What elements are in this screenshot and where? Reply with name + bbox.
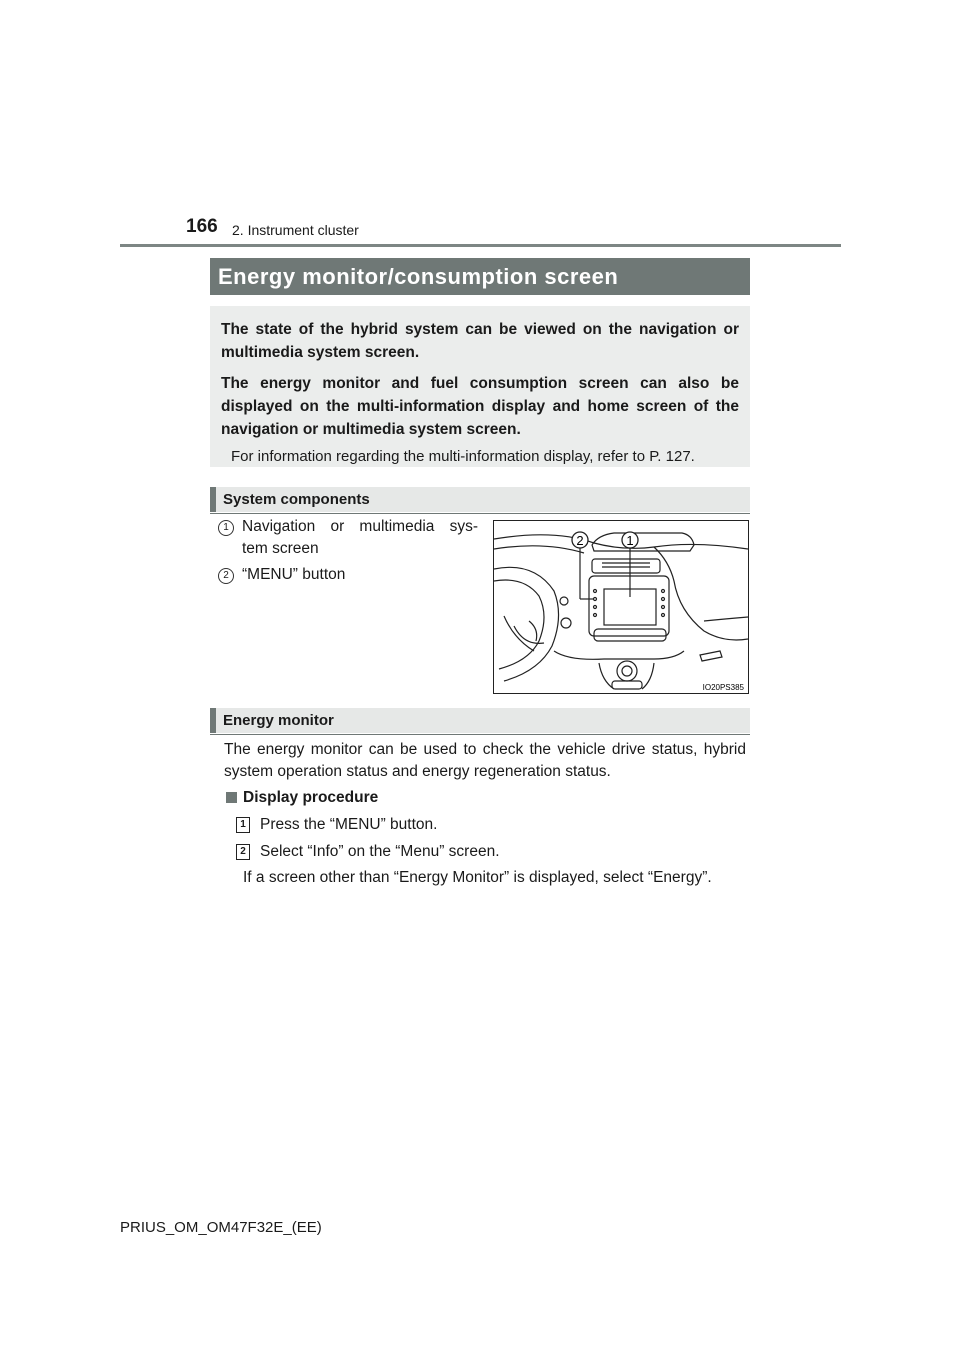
step-text-1: Press the “MENU” button. [260, 816, 438, 833]
page-number: 166 [186, 216, 218, 237]
component-label-1a: Navigation or multimedia sys- [242, 518, 478, 535]
dashboard-drawing [494, 521, 748, 693]
procedure-title: Display procedure [243, 789, 379, 806]
component-number-2: 2 [218, 568, 234, 584]
callout-1: 1 [626, 533, 634, 548]
intro-paragraph-1: The state of the hybrid system can be viewed on the navigation or multimedia system screen. [221, 321, 739, 361]
step-number-1: 1 [236, 817, 250, 833]
bullet-square-icon [226, 792, 237, 803]
component-label-2: “MENU” button [242, 566, 346, 583]
intro-paragraph-2: The energy monitor and fuel consumption screen can also be displayed on the multi-information display and home screen of the navigation or multimedia system screen. [221, 375, 739, 438]
callout-2: 2 [576, 533, 584, 548]
component-label-1b: tem screen [242, 540, 319, 557]
step-number-2: 2 [236, 844, 250, 860]
system-components-heading: System components [210, 487, 750, 512]
header-divider [120, 244, 841, 247]
dashboard-illustration [493, 520, 749, 694]
component-number-1: 1 [218, 520, 234, 536]
intro-note: For information regarding the multi-information display, refer to P. 127. [231, 448, 695, 465]
intro-box [210, 306, 750, 467]
energy-monitor-heading: Energy monitor [210, 708, 750, 733]
footer-code: PRIUS_OM_OM47F32E_(EE) [120, 1219, 322, 1236]
step-note: If a screen other than “Energy Monitor” is displayed, select “Energy”. [243, 869, 712, 886]
figure-code: IO20PS385 [702, 683, 744, 692]
energy-monitor-description: The energy monitor can be used to check the vehicle drive status, hybrid system operation status and energy regeneration status. [224, 741, 746, 780]
section-title: Energy monitor/consumption screen [210, 258, 750, 295]
chapter-title: 2. Instrument cluster [232, 222, 359, 238]
step-text-2: Select “Info” on the “Menu” screen. [260, 843, 500, 860]
